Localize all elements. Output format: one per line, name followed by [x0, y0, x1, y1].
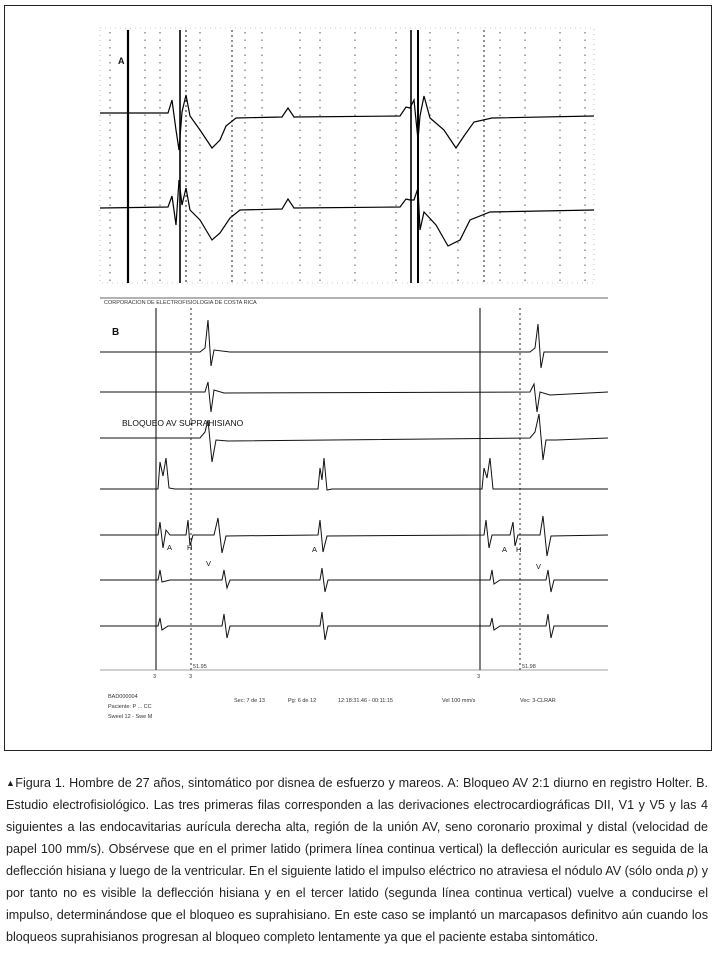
- lab-header: CORPORACION DE ELECTROFISIOLOGIA DE COSTA RICA: [104, 300, 257, 306]
- footer-left-2: Paciente: P ... CC: [108, 704, 152, 710]
- figure-caption: [6, 772, 708, 948]
- panel-b: [100, 308, 608, 680]
- footer-item-4: Vel 100 mm/s: [442, 698, 476, 704]
- ecg-cs-distal: [100, 612, 608, 640]
- marker-v-3: V: [536, 562, 542, 571]
- time-mark-4: 51.98: [522, 664, 536, 670]
- caption-part2: ) y por tanto no es visible la deflección hisiana y en el tercer latido (segunda línea continua vertical) vuelve a conducirse el impulso, determinándose que el bloqueo es suprahisiano. En este caso se implantó un marcapasos definitvo aún cuando los bloqueos suprahisianos progresan al bloqueo completo lentamente ya que el paciente estaba sintomático.: [6, 864, 708, 944]
- marker-h-3: H: [516, 545, 522, 554]
- panel-a: [100, 28, 594, 283]
- ecg-lead-v1: [100, 382, 608, 412]
- holter-trace-1: [100, 95, 594, 150]
- panel-b-label: B: [112, 327, 120, 338]
- footer-item-3: 12:18:31.46 - 00:11:15: [338, 698, 393, 704]
- footer-item-5: Vec: 3-CLRAR: [520, 698, 556, 704]
- recording-footer: [108, 694, 556, 720]
- marker-v-1: V: [206, 559, 212, 568]
- caption-part1: Hombre de 27 años, sintomático por disnea de esfuerzo y mareos. A: Bloqueo AV 2:1 diurno en registro Holter. B. Estudio electrofisiológico. Las tres primeras filas corresponden a las derivaciones electrocardiográficas DII, V1 y V5 y las 4 siguientes a las endocavitarias aurícula derecha alta, región de la unión AV, seno coronario proximal y distal (velocidad de papel 100 mm/s). Obsérvese que en el primer latido (primera línea continua vertical) la deflección auricular es seguida de la deflección hisiana y luego de la ventricular. En el siguiente latido el impulso eléctrico no atraviesa el nódulo AV (sólo onda: [6, 776, 708, 878]
- footer-item-2: Pg: 6 de 12: [288, 698, 317, 704]
- caption-p: p: [686, 864, 694, 878]
- time-mark-1: 3: [153, 674, 157, 680]
- footer-left-3: Sweel 12 - Swe M: [108, 714, 153, 720]
- bloqueo-label: BLOQUEO AV SUPRAHISIANO: [122, 418, 244, 428]
- ecg-hra: [100, 458, 608, 490]
- caption-lead: Figura 1.: [15, 776, 66, 790]
- marker-h-1: H: [187, 543, 193, 552]
- marker-a-3: A: [502, 545, 508, 554]
- time-mark-3: 51.95: [193, 664, 207, 670]
- holter-trace-2: [100, 180, 594, 246]
- ecg-his: [100, 516, 608, 556]
- footer-item-1: Sec: 7 de 13: [234, 698, 265, 704]
- ecg-lead-dii: [100, 320, 608, 368]
- marker-a-1: A: [167, 543, 173, 552]
- footer-left-1: BAD000004: [108, 694, 138, 700]
- panel-a-label: A: [118, 56, 125, 66]
- triangle-icon: ▲: [6, 778, 16, 788]
- time-mark-5: 3: [477, 674, 481, 680]
- ecg-cs-proximal: [100, 568, 608, 592]
- marker-a-2: A: [312, 545, 318, 554]
- time-mark-2: 3: [189, 674, 193, 680]
